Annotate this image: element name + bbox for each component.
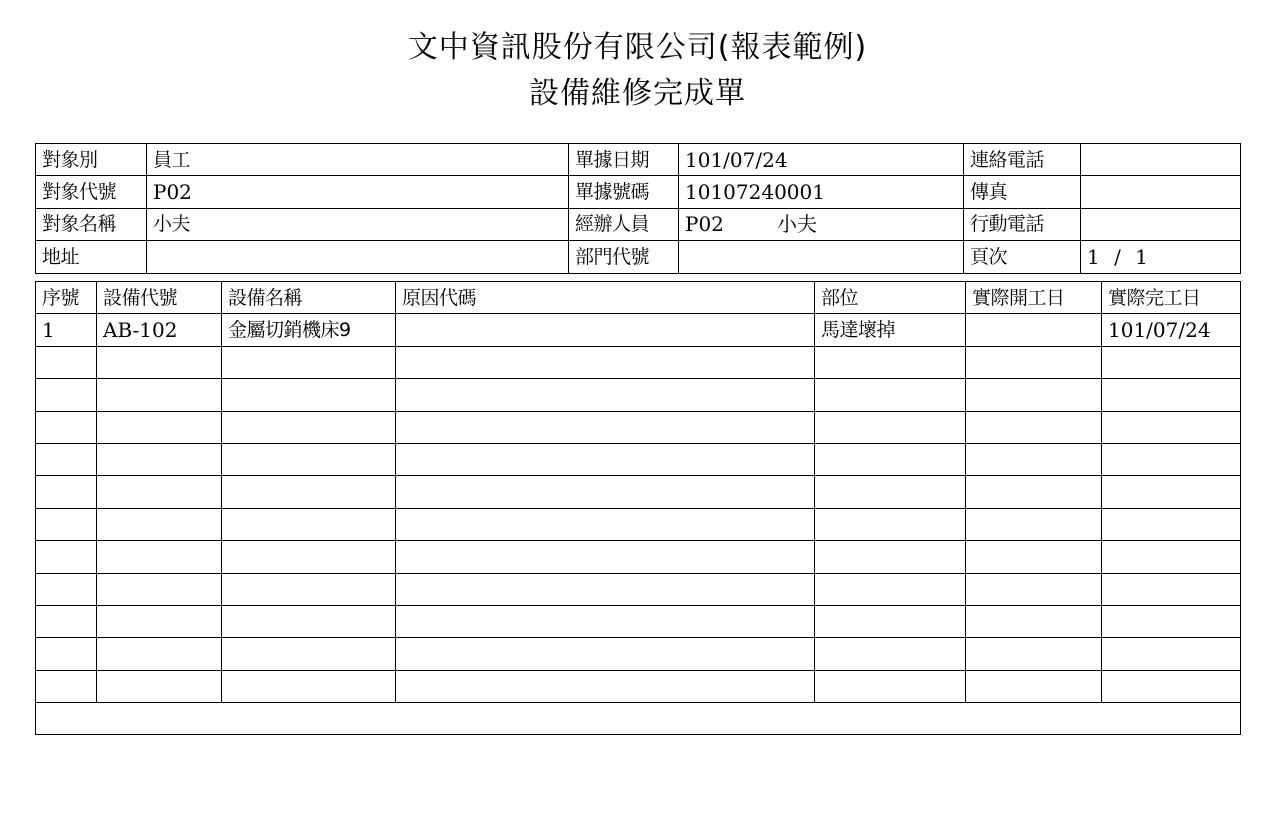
empty-cell — [222, 411, 396, 443]
empty-cell — [36, 476, 97, 508]
header-row-2 — [36, 176, 1241, 208]
empty-cell — [222, 638, 396, 670]
object-code-value: P02 — [147, 176, 569, 208]
empty-cell — [815, 443, 966, 475]
empty-cell — [222, 443, 396, 475]
table-row — [36, 314, 1241, 346]
empty-cell — [966, 346, 1102, 378]
address-value — [147, 241, 569, 273]
dept-value — [679, 241, 964, 273]
empty-cell — [1102, 476, 1241, 508]
col-seq-header: 序號 — [36, 282, 97, 314]
empty-cell — [815, 670, 966, 702]
empty-cell — [966, 638, 1102, 670]
doc-no-value: 10107240001 — [679, 176, 964, 208]
empty-cell — [1102, 443, 1241, 475]
empty-row — [36, 443, 1241, 475]
handler-code: P02 — [685, 212, 724, 237]
empty-cell — [97, 670, 222, 702]
mobile-value — [1081, 208, 1241, 240]
page-value: 1 / 1 — [1081, 241, 1241, 273]
empty-cell — [815, 508, 966, 540]
empty-cell — [396, 476, 815, 508]
header-row-1 — [36, 144, 1241, 176]
empty-cell — [1102, 605, 1241, 637]
empty-cell — [1102, 670, 1241, 702]
header-row-4 — [36, 241, 1241, 273]
doc-no-label: 單據號碼 — [569, 176, 679, 208]
col-equip-code-header: 設備代號 — [97, 282, 222, 314]
address-label: 地址 — [36, 241, 147, 273]
empty-cell — [815, 379, 966, 411]
empty-cell — [36, 670, 97, 702]
empty-cell — [966, 508, 1102, 540]
empty-cell — [396, 541, 815, 573]
empty-cell — [97, 476, 222, 508]
empty-cell — [222, 670, 396, 702]
doc-date-value: 101/07/24 — [679, 144, 964, 176]
empty-cell — [815, 573, 966, 605]
phone-label: 連絡電話 — [964, 144, 1081, 176]
empty-cell — [97, 346, 222, 378]
empty-cell — [815, 638, 966, 670]
empty-cell — [97, 411, 222, 443]
empty-cell — [36, 411, 97, 443]
col-actual-finish-header: 實際完工日 — [1102, 282, 1241, 314]
empty-cell — [36, 541, 97, 573]
empty-cell — [966, 443, 1102, 475]
header-row-3 — [36, 208, 1241, 240]
empty-cell — [815, 541, 966, 573]
detail-table — [35, 281, 1241, 735]
col-equip-name-header: 設備名稱 — [222, 282, 396, 314]
empty-cell — [1102, 379, 1241, 411]
footer-cell — [36, 703, 1241, 735]
empty-cell — [1102, 346, 1241, 378]
header-table — [35, 143, 1241, 274]
column-header-row — [36, 282, 1241, 314]
empty-cell — [396, 379, 815, 411]
empty-cell — [966, 605, 1102, 637]
empty-cell — [97, 573, 222, 605]
empty-cell — [36, 379, 97, 411]
empty-cell — [222, 346, 396, 378]
object-code-label: 對象代號 — [36, 176, 147, 208]
col-reason-code-header: 原因代碼 — [396, 282, 815, 314]
empty-cell — [396, 670, 815, 702]
empty-cell — [97, 541, 222, 573]
empty-cell — [966, 541, 1102, 573]
empty-cell — [97, 379, 222, 411]
empty-cell — [1102, 573, 1241, 605]
empty-cell — [815, 605, 966, 637]
empty-cell — [1102, 411, 1241, 443]
empty-cell — [966, 379, 1102, 411]
empty-cell — [97, 638, 222, 670]
empty-cell — [36, 346, 97, 378]
fax-label: 傳真 — [964, 176, 1081, 208]
empty-cell — [1102, 508, 1241, 540]
col-actual-start-header: 實際開工日 — [966, 282, 1102, 314]
empty-cell — [97, 443, 222, 475]
empty-cell — [36, 605, 97, 637]
empty-cell — [1102, 541, 1241, 573]
empty-row — [36, 379, 1241, 411]
row-actual-finish: 101/07/24 — [1102, 314, 1241, 346]
empty-cell — [36, 443, 97, 475]
row-actual-start — [966, 314, 1102, 346]
empty-cell — [815, 411, 966, 443]
row-equip-name: 金屬切銷機床9 — [222, 314, 396, 346]
empty-cell — [222, 605, 396, 637]
empty-row — [36, 541, 1241, 573]
empty-cell — [396, 346, 815, 378]
row-seq: 1 — [36, 314, 97, 346]
empty-cell — [396, 443, 815, 475]
empty-cell — [36, 508, 97, 540]
fax-value — [1081, 176, 1241, 208]
empty-row — [36, 508, 1241, 540]
company-title: 文中資訊股份有限公司(報表範例) — [407, 30, 868, 65]
empty-cell — [815, 346, 966, 378]
empty-cell — [396, 605, 815, 637]
dept-label: 部門代號 — [569, 241, 679, 273]
empty-cell — [396, 638, 815, 670]
empty-cell — [396, 573, 815, 605]
col-part-header: 部位 — [815, 282, 966, 314]
empty-cell — [966, 573, 1102, 605]
empty-cell — [966, 411, 1102, 443]
handler-label: 經辦人員 — [569, 208, 679, 240]
empty-cell — [222, 476, 396, 508]
empty-cell — [1102, 638, 1241, 670]
empty-cell — [815, 476, 966, 508]
handler-value — [679, 208, 964, 240]
empty-row — [36, 346, 1241, 378]
empty-cell — [966, 670, 1102, 702]
empty-cell — [222, 541, 396, 573]
mobile-label: 行動電話 — [964, 208, 1081, 240]
empty-cell — [36, 638, 97, 670]
empty-cell — [222, 379, 396, 411]
empty-row — [36, 605, 1241, 637]
object-name-label: 對象名稱 — [36, 208, 147, 240]
page-label: 頁次 — [964, 241, 1081, 273]
empty-cell — [97, 508, 222, 540]
object-type-label: 對象別 — [36, 144, 147, 176]
empty-cell — [396, 508, 815, 540]
row-equip-code: AB-102 — [97, 314, 222, 346]
object-type-value: 員工 — [147, 144, 569, 176]
empty-cell — [222, 573, 396, 605]
empty-row — [36, 411, 1241, 443]
footer-row — [36, 703, 1241, 735]
empty-cell — [97, 605, 222, 637]
empty-row — [36, 670, 1241, 702]
empty-row — [36, 476, 1241, 508]
object-name-value: 小夫 — [147, 208, 569, 240]
handler-name: 小夫 — [777, 212, 817, 237]
document-title: 設備維修完成單 — [529, 76, 746, 111]
empty-row — [36, 573, 1241, 605]
empty-row — [36, 638, 1241, 670]
phone-value — [1081, 144, 1241, 176]
doc-date-label: 單據日期 — [569, 144, 679, 176]
row-part: 馬達壞掉 — [815, 314, 966, 346]
empty-cell — [36, 573, 97, 605]
empty-cell — [222, 508, 396, 540]
empty-cell — [396, 411, 815, 443]
empty-cell — [966, 476, 1102, 508]
row-reason-code — [396, 314, 815, 346]
